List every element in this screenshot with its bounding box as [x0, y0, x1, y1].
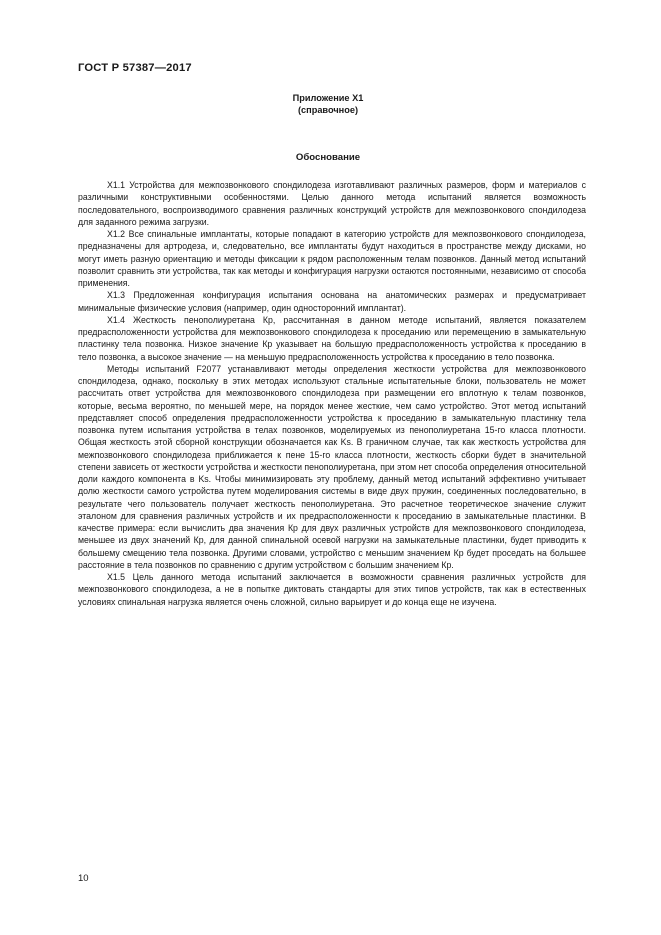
- document-body: [78, 179, 586, 608]
- section-title: Обоснование: [295, 152, 361, 163]
- paragraph-x1-2: Х1.2 Все спинальные имплантаты, которые попадают в категорию устройств для межпозвонкового спондилодеза, предназначены для артродеза, и, следовательно, все имплантаты будут находиться в пространстве между дисками, но могут иметь разную ориентацию и методы фиксации к рядом расположенным телам позвонков. Данный метод испытаний позволит сравнить эти устройства, так как методы и конфигурация нагрузки остаются постоянными, независимо от способа применения.: [78, 229, 586, 288]
- standard-designation: ГОСТ Р 57387—2017: [78, 62, 192, 74]
- appendix-title: Приложение Х1: [292, 93, 364, 103]
- appendix-subtitle: (справочное): [297, 105, 358, 115]
- paragraph-f2077: Методы испытаний F2077 устанавливают методы определения жесткости устройства для межпозвонкового спондилодеза, однако, поскольку в этих методах используют стальные испытательные блоки, пользователь не может рассчитать ответ устройства для межпозвонкового спондилодеза при размещении его вплотную к телам позвонков, которые, весьма вероятно, по меньшей мере, на порядок менее жесткие, чем само устройство. Этот метод испытаний представляет способ определения предрасположенности устройства к проседанию в замыкательную пластинку тела позвонка путем испытания устройства в телах позвонков, моделируемых из пенополиуретана 15-го класса плотности. Общая жесткость этой сборной конструкции обозначается как Ks. В граничном случае, так как жесткость устройства для межпозвонкового спондилодеза приближается к пене 15-го класса плотности, жесткость сборки будет в значительной степени зависеть от жесткости устройства и жесткости пенополиуретана, при этом нет способа определения относительной доли каждого компонента в Ks. Чтобы минимизировать эту проблему, данный метод испытаний эффективно учитывает долю жесткости самого устройства путем моделирования системы в виде двух пружин, соединенных последовательно, в результате чего пользователь получает жесткость пенополиуретана. Это расчетное теоретическое значение служит эталоном для сравнения различных устройств и их предрасположенности к проседанию в замыкательные пластинки. В качестве примера: если вычислить два значения Кр для двух различных устройств для межпозвонкового спондилодеза, меньшее из двух значений Кр, для данной спинальной осевой нагрузки на замыкательные пластинки, будет приводить к большему смещению тела позвонка. Другими словами, устройство с меньшим значением Кр будет проседать на большее расстояние в тела позвонков по сравнению с другим устройством с большим значением Кр.: [78, 363, 586, 570]
- paragraph-x1-5: Х1.5 Цель данного метода испытаний заключается в возможности сравнения различных устройств для межпозвонкового спондилодеза, а не в попытке диктовать стандарты для этих типов устройств, так как в естественных условиях спинальная нагрузка является очень сложной, сильно варьирует и до конца еще не изучена.: [78, 572, 586, 607]
- paragraph-x1-1: Х1.1 Устройства для межпозвонкового спондилодеза изготавливают различных размеров, форм и материалов с различными конструктивными особенностями. Целью данного метода испытаний является возможность последовательного, воспроизводимого сравнения различных конструкций устройств для межпозвонкового спондилодеза для заданного режима загрузки.: [78, 180, 586, 227]
- paragraph-x1-4: Х1.4 Жесткость пенополиуретана Кр, рассчитанная в данном методе испытаний, является показателем предрасположенности устройства для межпозвонкового спондилодеза к проседанию или перемещению в замыкательную пластинку тела позвонка. Низкое значение Кр указывает на большую предрасположенность устройства к проседанию в тело позвонка, а высокое значение — на меньшую предрасположенность устройства к проседанию в тело позвонка.: [78, 314, 586, 362]
- appendix-heading: [78, 92, 578, 116]
- paragraph-x1-3: Х1.3 Предложенная конфигурация испытания основана на анатомических размерах и предусматривает минимальные физические условия (например, один односторонний имплантат).: [78, 290, 586, 313]
- page-number: 10: [78, 873, 89, 884]
